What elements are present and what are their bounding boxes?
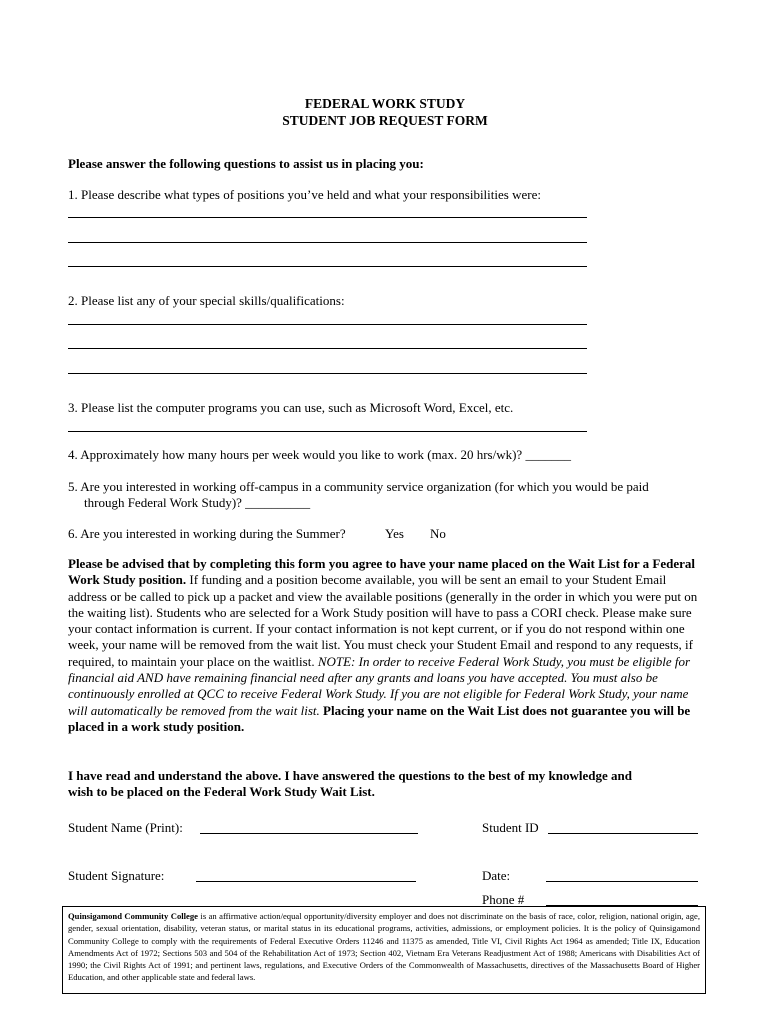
question-2: 2. Please list any of your special skills/qualifications: [68,293,345,308]
student-id-label: Student ID [482,820,539,835]
notice-bold-end: Placing your name on the Wait List does not guarantee you will be placed in a work study position. [68,702,691,734]
nondiscrimination-text: is an affirmative action/equal opportunity/diversity employer and does not discriminate on the basis of race, color, religion, national origin, age, gender, sexual orientation, disability, veteran status, or marital status in its educational programs, activities, admissions, or employment policies. It is the policy of Quinsigamond Community College to comply with the requirements of Federal Executive Orders 11246 and 11375 as amended, Title VI, Civil Rights Act 1964 as amended; Title IX, Education Amendments Act of 1972; Sections 503 and 504 of the Rehabilitation Act of 1973; Section 402, Vietnam Era Veterans Readjustment Act of 1988; Americans with Disabilities Act of 1990; the Civil Rights Act of 1991; and pertinent laws, regulations, and Executive Orders of the Commonwealth of Massachusetts, directives of the Massachusetts Board of Higher Education, and other applicable state and federal laws. [68,911,700,983]
phone-label: Phone # [482,892,525,907]
student-signature-label: Student Signature: [68,868,165,883]
answer-line[interactable] [68,373,587,374]
date-field[interactable] [546,881,698,882]
wait-list-notice [68,556,700,735]
question-6: 6. Are you interested in working during the Summer? [68,526,346,541]
answer-line[interactable] [68,324,587,325]
question-1: 1. Please describe what types of positions you’ve held and what your responsibilities were: [68,187,541,202]
student-name-label: Student Name (Print): [68,820,183,835]
answer-line[interactable] [68,431,587,432]
notice-body: If funding and a position become available, you will be sent an email to your Student Email address or be called to pick up a packet and view the available positions (generally in the order in which you were put on the waiting list). Students who are selected for a Work Study position will have to pass a CORI check. Please make sure your contact information is current. If your contact information is not kept current, or if you do not respond within one week, your name will be removed from the wait list. You must check your Student Email and respond to any requests, if required, to maintain your place on the waitlist. [68,572,698,669]
question-3: 3. Please list the computer programs you can use, such as Microsoft Word, Excel, etc. [68,400,514,415]
acknowledgement-line1: I have read and understand the above. I have answered the questions to the best of my knowledge and [68,768,632,783]
nondiscrimination-statement [62,906,706,994]
question-5: 5. Are you interested in working off-campus in a community service organization (for which you would be paid [68,479,649,494]
intro-instruction: Please answer the following questions to assist us in placing you: [68,156,424,171]
answer-line[interactable] [68,348,587,349]
option-no[interactable]: No [430,526,446,541]
student-id-field[interactable] [548,833,698,834]
notice-bold-lead: Please be advised that by completing this form you agree to have your name placed on the Wait List for a Federal Work Study position. [68,556,695,588]
notice-italic: NOTE: In order to receive Federal Work Study, you must be eligible for financial aid AND have remaining financial need after any grants and loans you have accepted. You must also be continuously enrolled at QCC to receive Federal Work Study. If you are not eligible for Federal Work Study, your name will automatically be removed from the wait list. [68,653,691,718]
form-title-line1: FEDERAL WORK STUDY [304,96,466,111]
date-label: Date: [482,868,511,883]
answer-line[interactable] [68,217,587,218]
student-name-field[interactable] [200,833,418,834]
option-yes[interactable]: Yes [385,526,404,541]
college-name: Quinsigamond Community College [68,911,198,921]
student-signature-field[interactable] [196,881,416,882]
form-title-line2: STUDENT JOB REQUEST FORM [282,113,488,128]
answer-line[interactable] [68,266,587,267]
question-5-continued: through Federal Work Study)? __________ [84,495,311,510]
acknowledgement-line2: wish to be placed on the Federal Work Study Wait List. [68,784,375,799]
question-4: 4. Approximately how many hours per week would you like to work (max. 20 hrs/wk)? _______ [68,447,571,462]
answer-line[interactable] [68,242,587,243]
